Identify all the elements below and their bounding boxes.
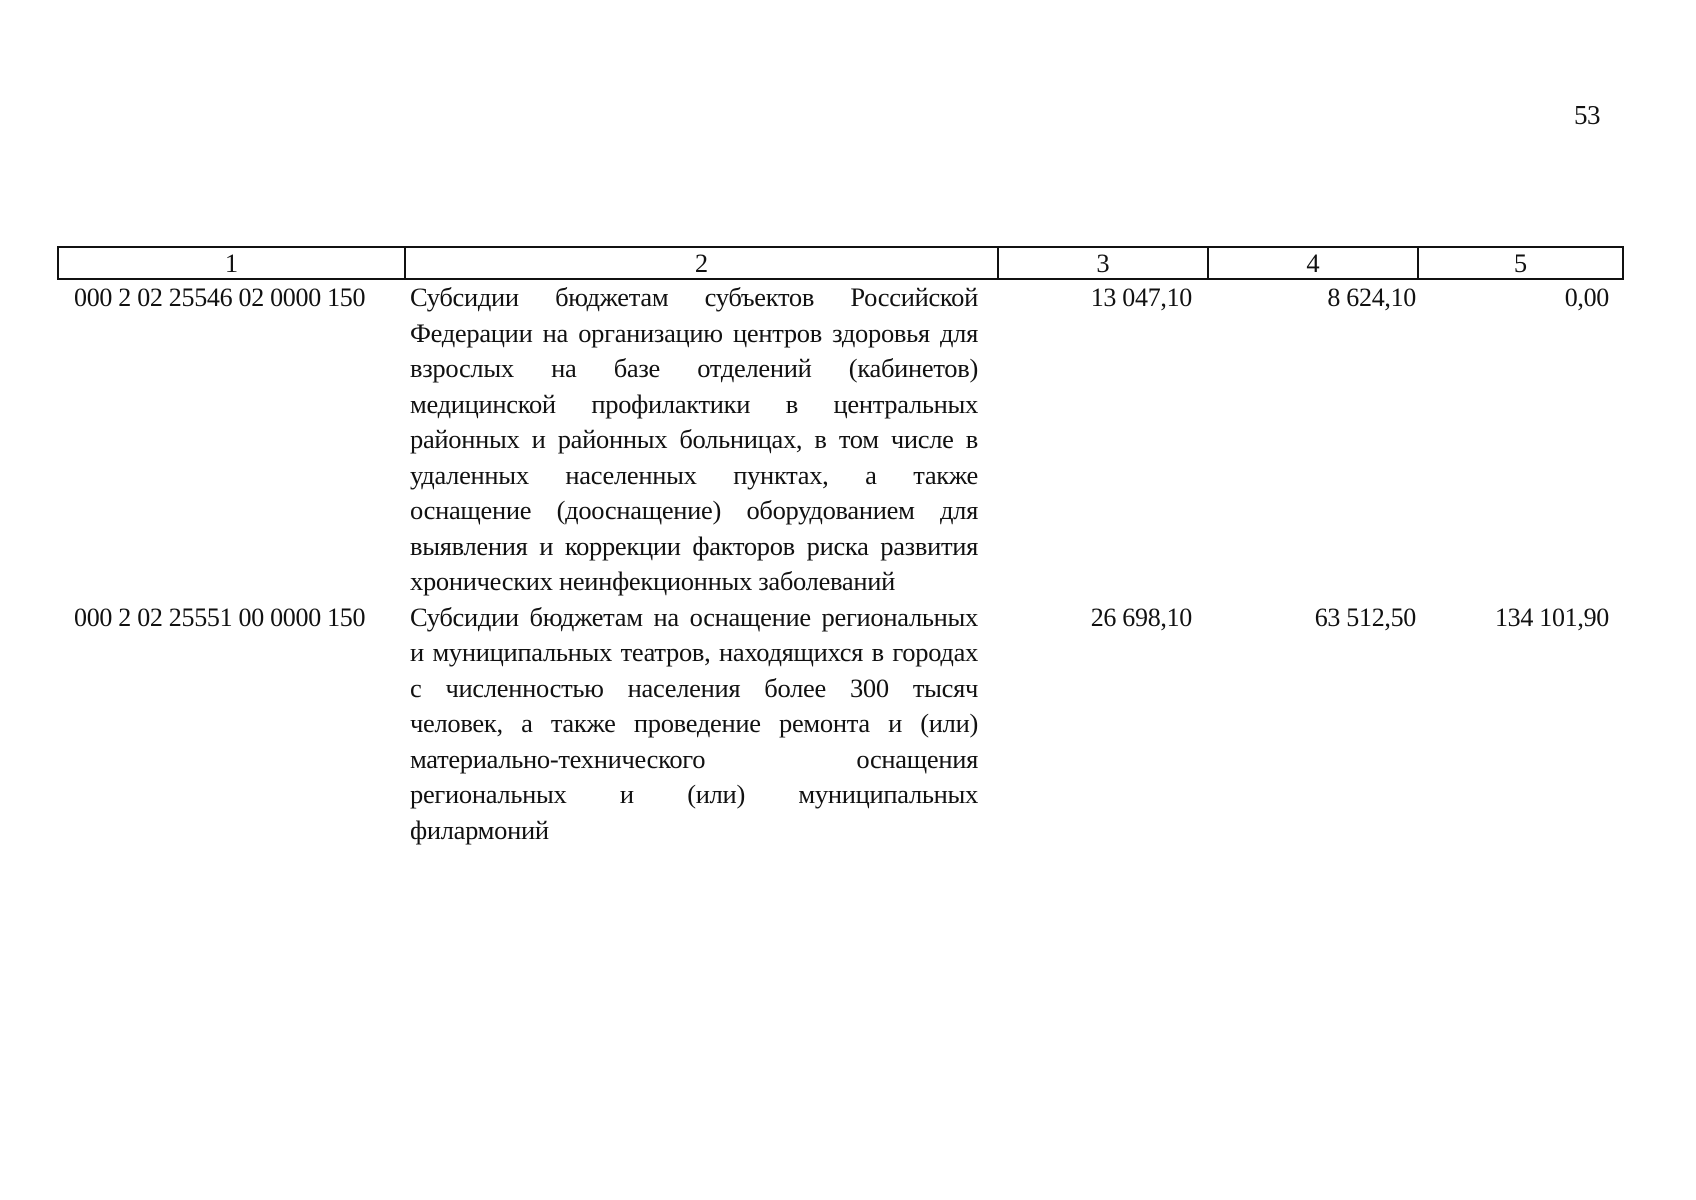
budget-code-cell: 000 2 02 25546 02 0000 150 [74, 283, 366, 312]
description-cell: Субсидии бюджетам на оснащение региональных и муниципальных театров, находящихся в городах с численностью населения более 300 тысяч человек, а также проведение ремонта и (или) материально-технического оснащения региональных и (или) муниципальных филармоний [410, 601, 978, 845]
column-header-3: 3 [998, 247, 1208, 279]
description-cell: Субсидии бюджетам субъектов Российской Федерации на организацию центров здоровья для взрослых на базе отделений (кабинетов) медицинской профилактики в центральных районных и районных больницах, в том числе в удаленных населенных пунктах, а также оснащение (дооснащение) оборудованием для выявления и коррекции факторов риска развития хронических неинфекционных заболеваний [410, 282, 978, 596]
amount-col4-cell: 8 624,10 [1327, 283, 1416, 312]
table-row [58, 279, 1623, 600]
column-header-1: 1 [58, 247, 405, 279]
header-row [58, 247, 1623, 279]
column-header-5: 5 [1418, 247, 1623, 279]
amount-col3-cell: 26 698,10 [1090, 602, 1192, 632]
budget-code-cell: 000 2 02 25551 00 0000 150 [74, 602, 366, 632]
column-header-4: 4 [1208, 247, 1418, 279]
table-body [58, 279, 1623, 848]
column-header-2: 2 [405, 247, 998, 279]
table-row [58, 600, 1623, 849]
budget-table [57, 246, 1624, 848]
amount-col4-cell: 63 512,50 [1314, 602, 1416, 632]
amount-col5-cell: 134 101,90 [1494, 602, 1609, 632]
amount-col5-cell: 0,00 [1564, 283, 1609, 312]
table-header [58, 247, 1623, 279]
page-number: 53 [1574, 100, 1600, 130]
amount-col3-cell: 13 047,10 [1090, 283, 1192, 312]
